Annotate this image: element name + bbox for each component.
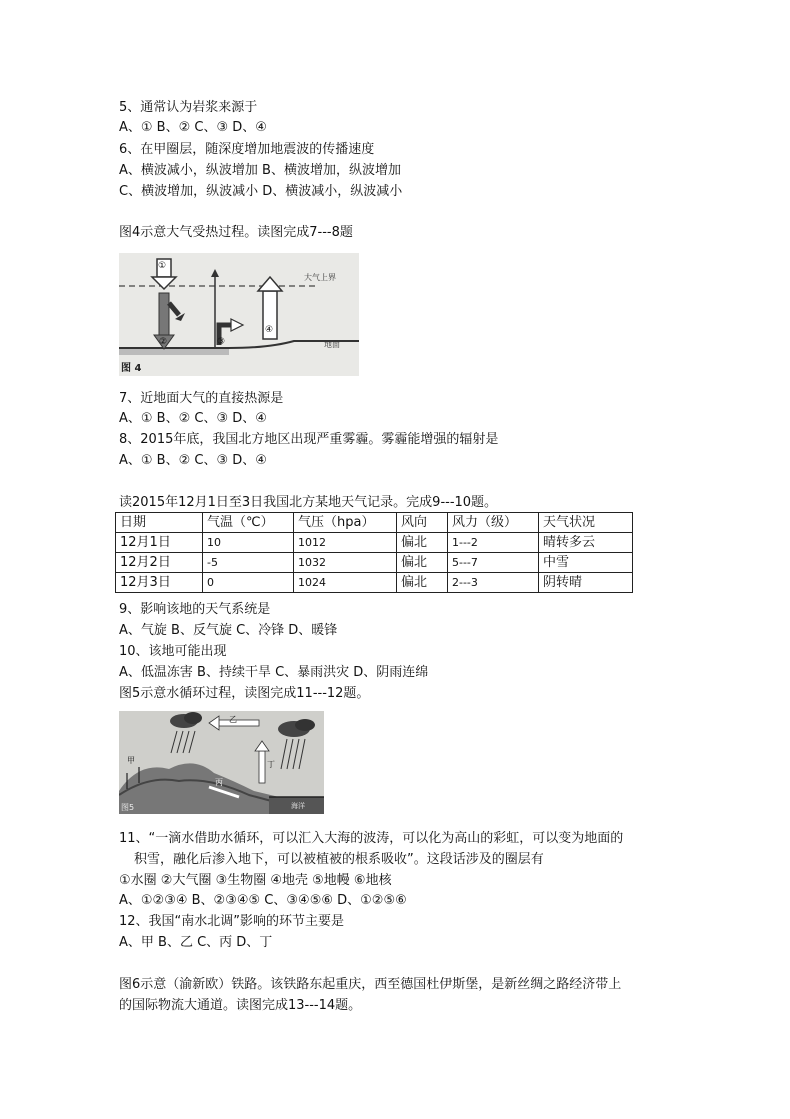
fig6-intro-line1: 图6示意（渝新欧）铁路。该铁路东起重庆，西至德国杜伊斯堡，是新丝绸之路经济带上 xyxy=(119,977,622,992)
q12-options: A、甲 B、乙 C、丙 D、丁 xyxy=(119,935,273,950)
header-weather: 天气状况 xyxy=(539,513,633,533)
cell-weather: 中雪 xyxy=(539,553,633,573)
cell-wind-direction: 偏北 xyxy=(397,553,448,573)
fig4-ground-label: 地面 xyxy=(324,340,340,349)
cell-pressure: 1024 xyxy=(294,573,397,593)
fig4-marker-2: ② xyxy=(159,337,168,347)
q7-options: A、① B、② C、③ D、④ xyxy=(119,411,267,426)
cell-weather: 晴转多云 xyxy=(539,533,633,553)
cell-date: 12月3日 xyxy=(116,573,203,593)
q11-options: A、①②③④ B、②③④⑤ C、③④⑤⑥ D、①②⑤⑥ xyxy=(119,893,407,908)
header-wind-direction: 风向 xyxy=(397,513,448,533)
q11-stem-line2: 积雪，融化后渗入地下，可以被植被的根系吸收”。这段话涉及的圈层有 xyxy=(134,852,544,867)
header-temperature: 气温（℃） xyxy=(203,513,294,533)
cell-wind-force: 5---7 xyxy=(448,553,539,573)
q11-choices: ①水圈 ②大气圈 ③生物圈 ④地壳 ⑤地幔 ⑥地核 xyxy=(119,873,392,888)
q10-stem: 10、该地可能出现 xyxy=(119,644,227,659)
q6-options-line1: A、横波减小，纵波增加 B、横波增加，纵波增加 xyxy=(119,163,401,178)
table-row xyxy=(116,573,633,593)
fig6-intro-line2: 的国际物流大通道。读图完成13---14题。 xyxy=(119,998,362,1013)
cell-temperature: 10 xyxy=(203,533,294,553)
fig5-label-bing: 丙 xyxy=(215,778,223,787)
cell-wind-direction: 偏北 xyxy=(397,573,448,593)
fig5-caption: 图5 xyxy=(121,803,135,812)
cell-wind-force: 1---2 xyxy=(448,533,539,553)
header-pressure: 气压（hpa） xyxy=(294,513,397,533)
fig5-sea-label: 海洋 xyxy=(291,802,305,810)
fig4-marker-1: ① xyxy=(158,261,167,271)
q9-options: A、气旋 B、反气旋 C、冷锋 D、暖锋 xyxy=(119,623,338,638)
table-row xyxy=(116,533,633,553)
q10-options: A、低温冻害 B、持续干旱 C、暴雨洪灾 D、阴雨连绵 xyxy=(119,665,429,680)
table-row xyxy=(116,553,633,573)
cell-pressure: 1032 xyxy=(294,553,397,573)
header-date: 日期 xyxy=(116,513,203,533)
fig4-marker-3: ③ xyxy=(217,337,226,347)
cell-temperature: 0 xyxy=(203,573,294,593)
cell-temperature: -5 xyxy=(203,553,294,573)
cell-pressure: 1012 xyxy=(294,533,397,553)
q8-stem: 8、2015年底，我国北方地区出现严重雾霾。雾霾能增强的辐射是 xyxy=(119,432,499,447)
fig4-intro: 图4示意大气受热过程。读图完成7---8题 xyxy=(119,225,353,240)
weather-record-table xyxy=(115,512,633,593)
cell-wind-direction: 偏北 xyxy=(397,533,448,553)
fig5-intro: 图5示意水循环过程，读图完成11---12题。 xyxy=(119,686,370,701)
fig4-marker-4: ④ xyxy=(265,325,274,335)
figure-5-water-cycle xyxy=(119,711,324,814)
q8-options: A、① B、② C、③ D、④ xyxy=(119,453,267,468)
fig4-caption: 图 4 xyxy=(121,363,142,374)
q7-stem: 7、近地面大气的直接热源是 xyxy=(119,391,284,406)
q5-options: A、① B、② C、③ D、④ xyxy=(119,120,267,135)
q6-options-line2: C、横波增加，纵波减小 D、横波减小，纵波减小 xyxy=(119,184,403,199)
fig5-label-yi: 乙 xyxy=(229,715,237,724)
figure-4-atmospheric-heating xyxy=(119,253,359,376)
table-header-row xyxy=(116,513,633,533)
q11-stem-line1: 11、“一滴水借助水循环，可以汇入大海的波涛，可以化为高山的彩虹，可以变为地面的 xyxy=(119,831,624,846)
cell-date: 12月1日 xyxy=(116,533,203,553)
fig5-label-ding: 丁 xyxy=(267,760,275,769)
cell-weather: 阴转晴 xyxy=(539,573,633,593)
q6-stem: 6、在甲圈层，随深度增加地震波的传播速度 xyxy=(119,142,375,157)
cell-date: 12月2日 xyxy=(116,553,203,573)
q12-stem: 12、我国“南水北调”影响的环节主要是 xyxy=(119,914,345,929)
cell-wind-force: 2---3 xyxy=(448,573,539,593)
table-intro: 读2015年12月1日至3日我国北方某地天气记录。完成9---10题。 xyxy=(119,495,498,510)
header-wind-force: 风力（级） xyxy=(448,513,539,533)
q9-stem: 9、影响该地的天气系统是 xyxy=(119,602,271,617)
q5-stem: 5、通常认为岩浆来源于 xyxy=(119,100,258,115)
fig5-label-jia: 甲 xyxy=(127,756,135,765)
fig4-top-label: 大气上界 xyxy=(304,273,336,282)
